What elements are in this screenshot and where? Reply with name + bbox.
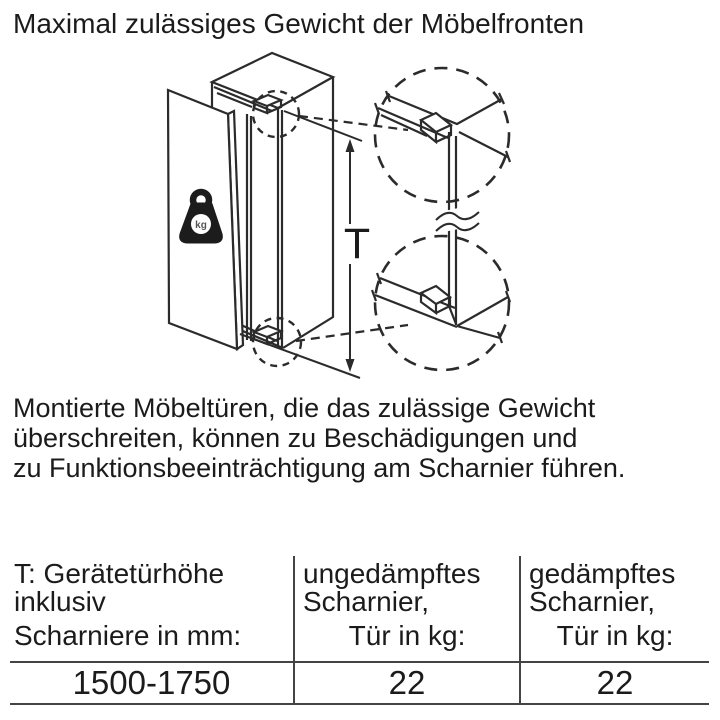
table-header-damped-hinge <box>519 556 709 663</box>
header-line: Scharnier, <box>303 586 430 617</box>
hinge-detail-top <box>375 68 510 202</box>
warning-line: zu Funktionsbeeinträchtigung am Scharnier führen. <box>13 453 626 483</box>
spec-table <box>10 556 709 705</box>
header-line: inklusiv <box>14 586 106 617</box>
weight-kg-label: kg <box>195 220 207 231</box>
page-title: Maximal zulässiges Gewicht der Möbelfronten <box>13 8 585 39</box>
table-cell-height-range: 1500-1750 <box>10 663 293 705</box>
warning-line: Montierte Möbeltüren, die das zulässige Gewicht <box>13 393 596 423</box>
header-subtitle: Tür in kg: <box>348 620 466 651</box>
header-line: ungedämpftes <box>303 558 481 589</box>
table-header-undamped-hinge <box>293 556 519 663</box>
hinge-detail-bottom <box>372 236 510 370</box>
warning-paragraph <box>13 393 625 483</box>
break-mark <box>434 203 483 234</box>
header-subtitle: Scharniere in mm: <box>14 620 242 651</box>
header-line: Scharnier, <box>529 586 656 617</box>
header-subtitle: Tür in kg: <box>556 620 674 651</box>
header-line: T: Gerätetürhöhe <box>14 558 225 589</box>
dimension-t-label: T <box>343 220 371 268</box>
warning-line: überschreiten, können zu Beschädigungen und <box>13 423 578 453</box>
header-line: gedämpftes <box>529 558 676 589</box>
table-cell-undamped-weight: 22 <box>293 663 519 705</box>
table-cell-damped-weight: 22 <box>519 663 709 705</box>
table-header-door-height <box>10 556 293 663</box>
